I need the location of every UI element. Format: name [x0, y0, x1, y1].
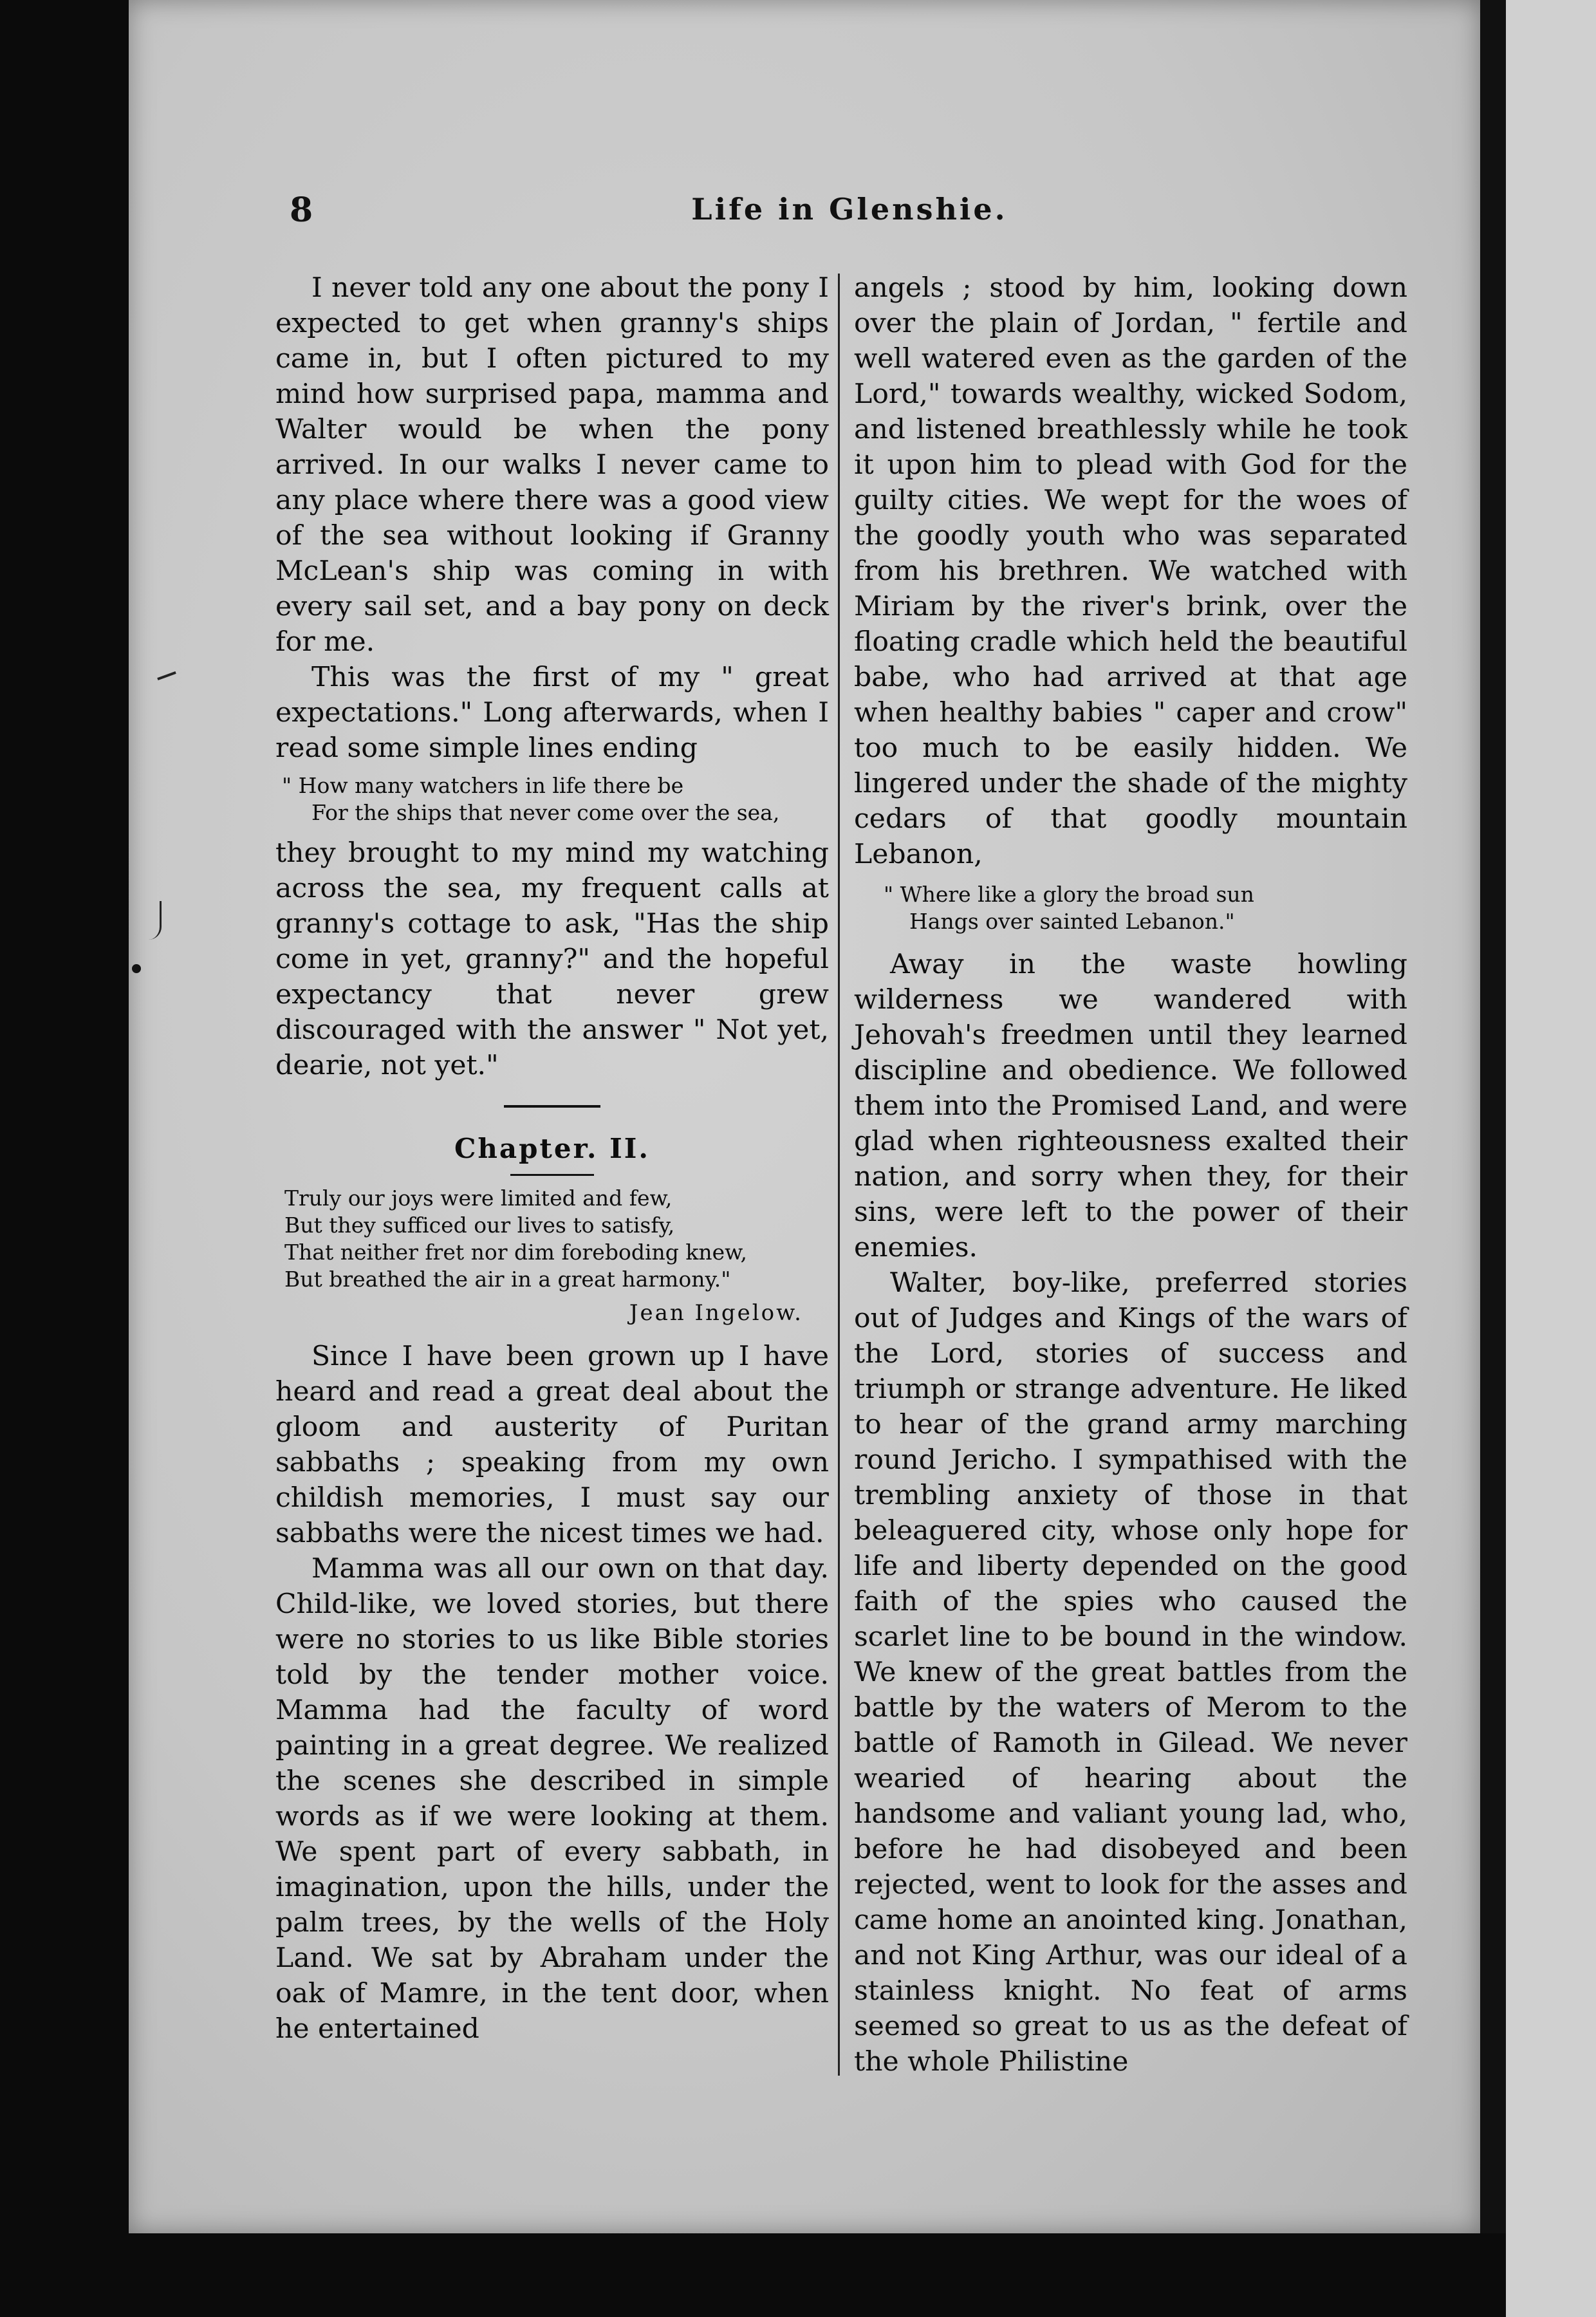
verse-line: Hangs over sainted Lebanon." [909, 909, 1235, 934]
verse-quote [282, 772, 829, 826]
paragraph: they brought to my mind my watching across the sea, my frequent calls at granny's cottage to ask, "Has the ship come in yet, granny?" and the hopeful expectancy that never grew discouraged with the answer " Not yet, dearie, not yet." [275, 837, 829, 1081]
adjacent-page-strip [1506, 0, 1596, 2317]
margin-dot [132, 964, 141, 973]
paragraph: Away in the waste howling wilderness we wandered with Jehovah's freedmen until they learned discipline and obedience. We followed them into the Promised Land, and were glad when righteousness exalted their nation, and sorry when they, for their sins, were left to the power of their enemies. [854, 949, 1407, 1263]
epigraph-line: Truly our joys were limited and few, [284, 1186, 673, 1211]
page-number: 8 [290, 191, 313, 230]
epigraph-line: But breathed the air in a great harmony." [284, 1267, 731, 1292]
paragraph: I never told any one about the pony I expected to get when granny's ships came in, but I often pictured to my mind how surprised papa, mamma and Walter would be when the pony arrived. In our walks I never came to any place where there was a good view of the sea without looking if Granny McLean's ship was coming in with every sail set, and a bay pony on deck for me. [275, 272, 829, 658]
section-rule [504, 1105, 600, 1108]
verse-line: " Where like a glory the broad sun [884, 882, 1254, 907]
verse-quote [884, 881, 1407, 935]
page-edge-shadow [1480, 0, 1506, 2233]
verse-line: For the ships that never come over the sea, [311, 800, 780, 825]
paragraph: This was the first of my " great expectations." Long afterwards, when I read some simple lines ending [275, 662, 829, 764]
paragraph: Walter, boy-like, preferred stories out of Judges and Kings of the wars of the Lord, stories of success and triumph or strange adventure. He liked to hear of the grand army marching round Jericho. I sympathised with the trembling anxiety of those in that beleaguered city, whose only hope for life and liberty depended on the good faith of the spies who caused the scarlet line to be bound in the window. We knew of the great battles from the battle by the waters of Merom to the battle of Ramoth in Gilead. We never wearied of hearing about the handsome and valiant young lad, who, before he had disobeyed and been rejected, went to look for the asses and came home an anointed king. Jonathan, and not King Arthur, was our ideal of a stainless knight. No feat of arms seemed so great to us as the defeat of the whole Philistine [854, 1267, 1407, 2078]
paragraph: Mamma was all our own on that day. Child-like, we loved stories, but there were no stories to us like Bible stories told by the tender mother voice. Mamma had the faculty of word painting in a great degree. We realized the scenes she described in simple words as if we were looking at them. We spent part of every sabbath, in imagination, upon the hills, under the palm trees, by the wells of the Holy Land. We sat by Abraham under the oak of Mamre, in the tent door, when he entertained [275, 1553, 829, 2045]
paragraph: angels ; stood by him, looking down over the plain of Jordan, " fertile and well watered even as the garden of the Lord," towards wealthy, wicked Sodom, and listened breathlessly while he took it upon him to plead with God for the guilty cities. We wept for the woes of the goodly youth who was separated from his brethren. We watched with Miriam by the river's brink, over the floating cradle which held the beautiful babe, who had arrived at that age when healthy babies " caper and crow" too much to be easily hidden. We lingered under the shade of the mighty cedars of that goodly mountain Lebanon, [854, 272, 1407, 870]
epigraph-line: But they sufficed our lives to satisfy, [284, 1213, 675, 1238]
paragraph: Since I have been grown up I have heard and read a great deal about the gloom and austerity of Puritan sabbaths ; speaking from my own childish memories, I must say our sabbaths were the nicest times we had. [275, 1341, 829, 1549]
running-head: Life in Glenshie. [691, 192, 1008, 227]
left-column [275, 270, 829, 2047]
epigraph-attribution: Jean Ingelow. [629, 1300, 803, 1326]
page-header [290, 191, 1409, 242]
verse-line: " How many watchers in life there be [282, 773, 684, 798]
epigraph-line: That neither fret nor dim foreboding knew, [284, 1240, 747, 1265]
epigraph [284, 1185, 829, 1293]
right-column [854, 270, 1407, 2080]
heading-rule [510, 1174, 594, 1176]
column-divider [838, 274, 840, 2076]
chapter-heading: Chapter. II. [454, 1133, 651, 1164]
